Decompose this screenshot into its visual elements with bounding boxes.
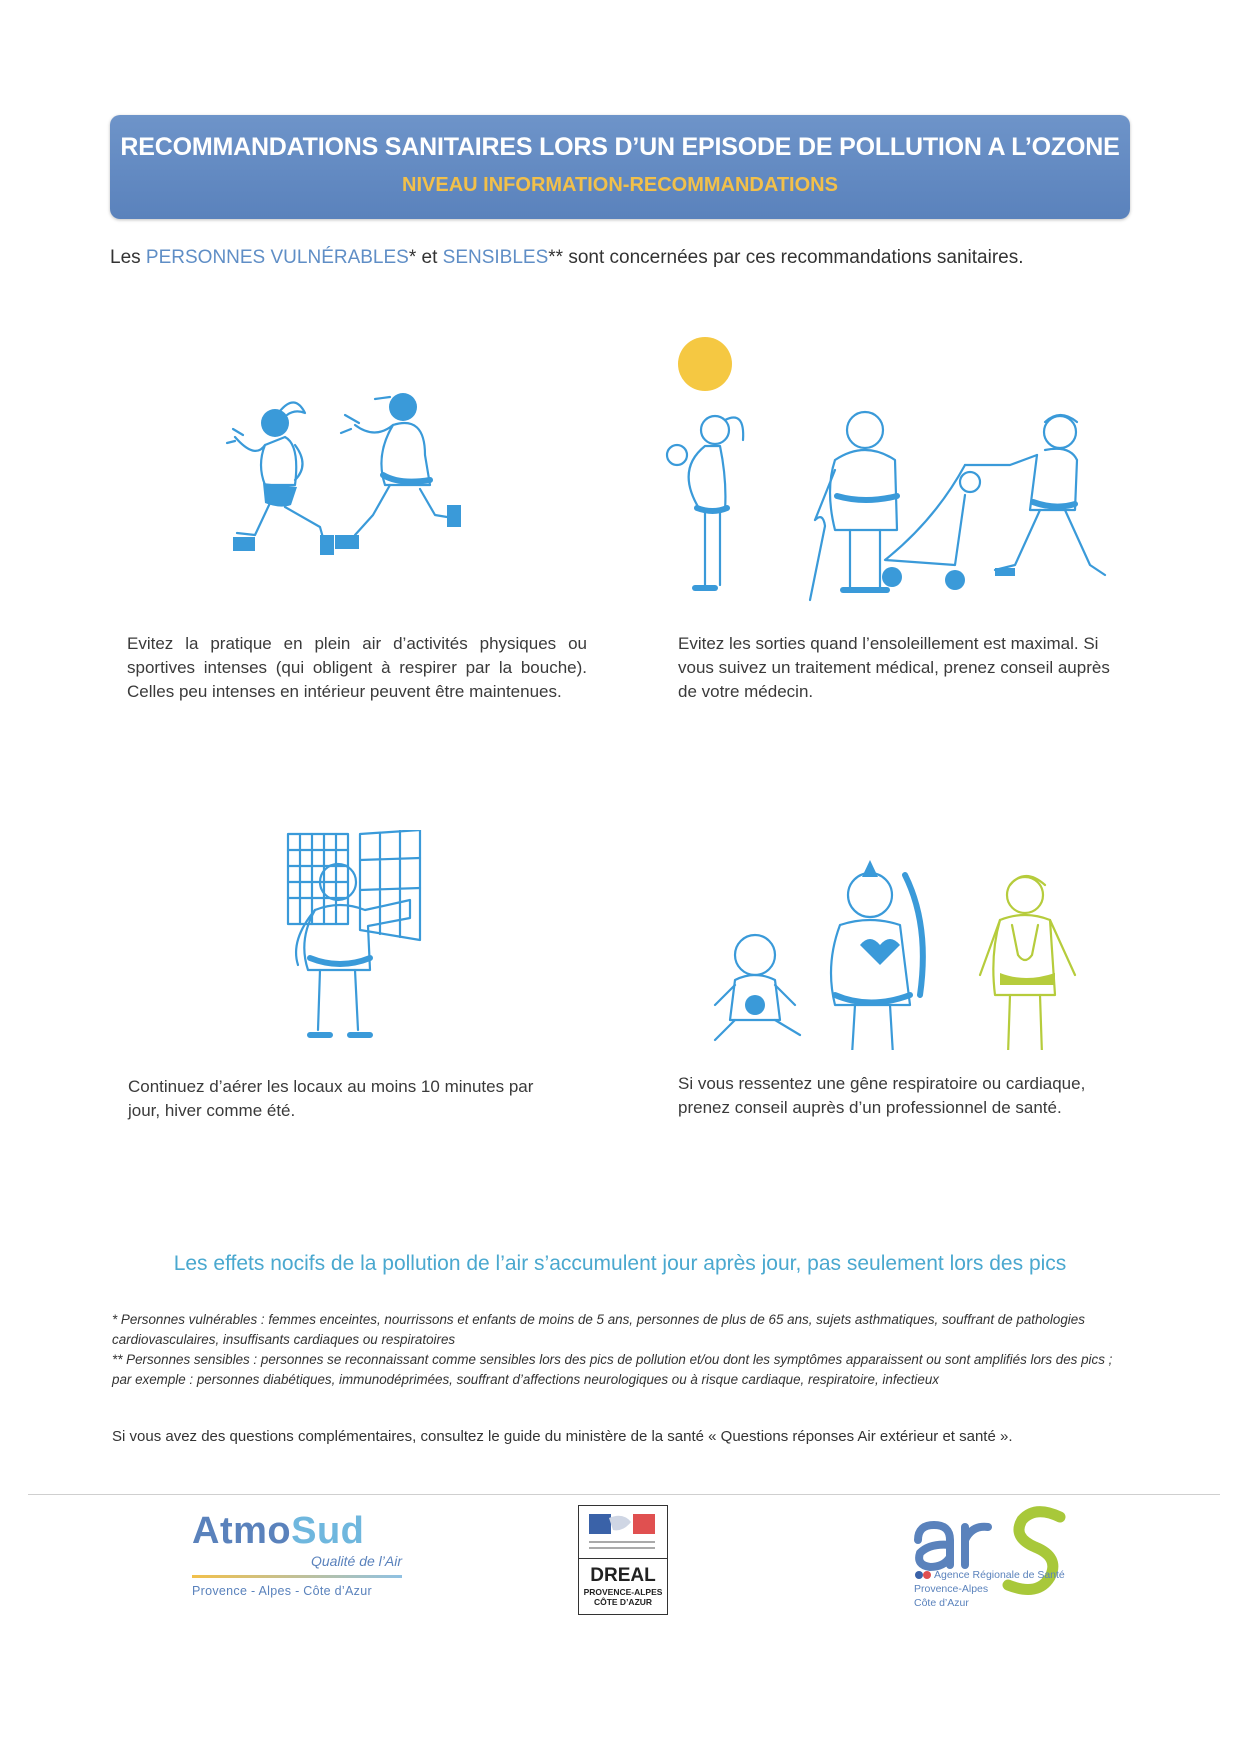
dreal-logo <box>578 1505 668 1615</box>
footnote-vulnerables: * Personnes vulnérables : femmes enceintes, nourrissons et enfants de moins de 5 ans, personnes de plus de 65 ans, sujets asthmatiques, souffrant de pathologies cardiovasculaires, insuffisants cardiaques ou respiratoires <box>112 1312 1085 1347</box>
vulnerable-people-icon <box>665 400 1135 605</box>
atmosud-name: AtmoSud <box>192 1510 365 1552</box>
atmosud-region: Provence - Alpes - Côte d’Azur <box>192 1584 372 1598</box>
intro-vulnerables: PERSONNES VULNÉRABLES <box>145 247 409 268</box>
intro-sensibles: SENSIBLES <box>442 247 549 268</box>
header-banner <box>110 115 1130 219</box>
marianne-icon <box>579 1506 667 1559</box>
intro-mid: * et <box>408 247 443 268</box>
atmosud-tagline: Qualité de l’Air <box>310 1553 402 1569</box>
ars-region-2: Côte d’Azur <box>914 1597 969 1609</box>
ars-region-1: Provence-Alpes <box>914 1583 989 1595</box>
ars-agency: Agence Régionale de Santé <box>934 1569 1065 1581</box>
intro-sentence <box>110 247 1024 269</box>
footnotes <box>112 1310 1132 1390</box>
ars-logo <box>910 1505 1080 1615</box>
sun-icon <box>676 335 734 393</box>
dreal-name: DREAL <box>590 1565 656 1586</box>
dreal-region-2: CÔTE D’AZUR <box>593 1597 653 1607</box>
recommendation-3: Continuez d’aérer les locaux au moins 10 minutes par jour, hiver comme été. <box>128 1077 534 1120</box>
dreal-region-1: PROVENCE-ALPES <box>583 1587 663 1597</box>
tagline: Les effets nocifs de la pollution de l’air s’accumulent jour après jour, pas seulement lors des pics <box>173 1252 1067 1275</box>
atmosud-swoosh <box>192 1575 402 1578</box>
health-professional-icon <box>700 855 1100 1050</box>
window-airing-icon <box>270 830 440 1045</box>
guide-reference: Si vous avez des questions complémentaires, consultez le guide du ministère de la santé « Questions réponses Air extérieur et santé ». <box>112 1428 1013 1445</box>
recommendation-2: Evitez les sorties quand l’ensoleillement est maximal. Si vous suivez un traitement médical, prenez conseil auprès de votre médecin. <box>678 634 1110 701</box>
atmosud-logo <box>192 1510 402 1598</box>
intro-suffix: ** sont concernées par ces recommandations sanitaires. <box>548 247 1024 268</box>
intro-prefix: Les <box>110 247 146 268</box>
runners-icon <box>225 385 565 600</box>
page-title: RECOMMANDATIONS SANITAIRES LORS D’UN EPISODE DE POLLUTION A L’OZONE <box>120 133 1120 161</box>
recommendation-4: Si vous ressentez une gêne respiratoire ou cardiaque, prenez conseil auprès d’un professionnel de santé. <box>678 1074 1086 1117</box>
recommendation-1: Evitez la pratique en plein air d’activités physiques ou sportives intenses (qui obligent à respirer par la bouche). Celles peu intenses en intérieur peuvent être maintenues. <box>127 634 587 701</box>
divider <box>28 1494 1220 1495</box>
footnote-sensibles: ** Personnes sensibles : personnes se reconnaissant comme sensibles lors des pics de pollution et/ou dont les symptômes apparaissent ou sont amplifiés lors des pics ; par exemple : personnes diabétiques, immunodéprimées, souffrant d’affections neurologiques ou à risque cardiaque, respiratoire, infectieux <box>112 1352 1113 1387</box>
page-subtitle: NIVEAU INFORMATION-RECOMMANDATIONS <box>402 174 838 196</box>
